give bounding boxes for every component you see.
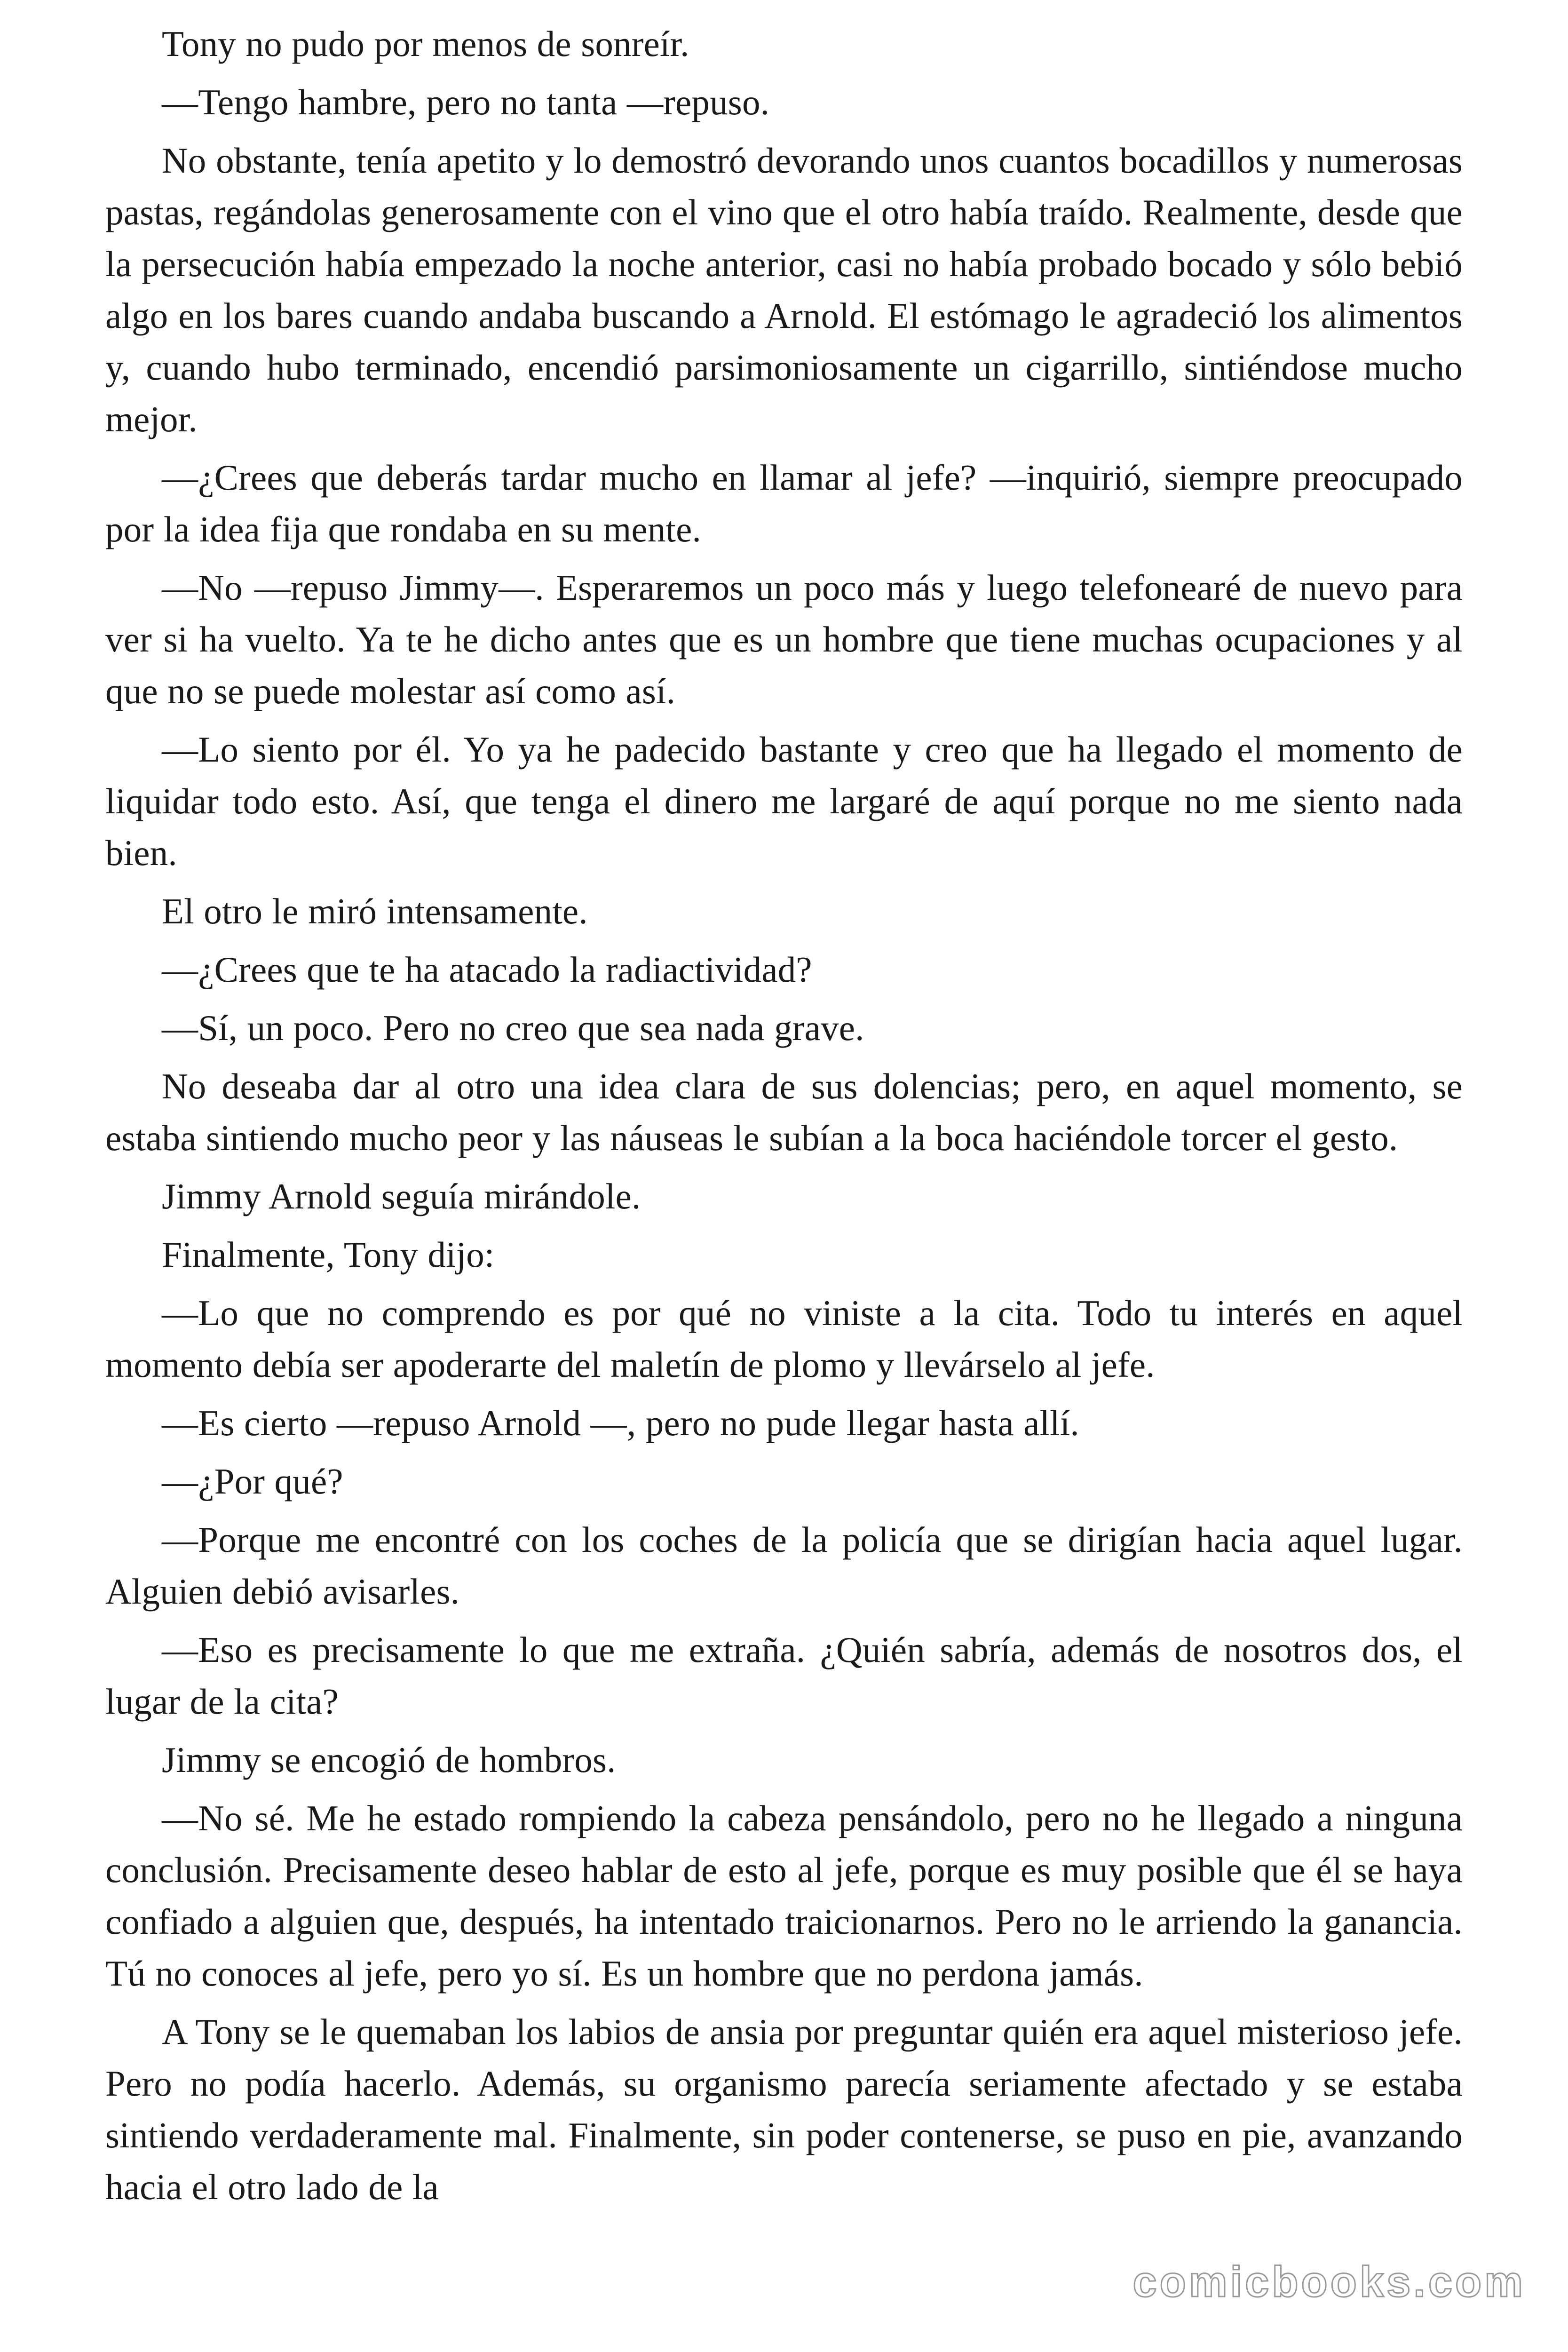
- paragraph-6: —Lo siento por él. Yo ya he padecido bastante y creo que ha llegado el momento de liquidar todo esto. Así, que tenga el dinero me largaré de aquí porque no me siento nada bien.: [105, 729, 1463, 873]
- paragraph-19: —No sé. Me he estado rompiendo la cabeza pensándolo, pero no he llegado a ninguna conclusión. Precisamente deseo hablar de esto al jefe, porque es muy posible que él se haya confiado a alguien que, después, ha intentado traicionarnos. Pero no le arriendo la ganancia. Tú no conoces al jefe, pero yo sí. Es un hombre que no perdona jamás.: [105, 1798, 1463, 1994]
- paragraph-8: —¿Crees que te ha atacado la radiactividad?: [162, 949, 812, 990]
- paragraph-20: A Tony se le quemaban los labios de ansia por preguntar quién era aquel misterioso jefe. Pero no podía hacerlo. Además, su organismo parecía seriamente afectado y se estaba sintiendo verdaderamente mal. Finalmente, sin poder contenerse, se puso en pie, avanzando hacia el otro lado de la: [105, 2011, 1463, 2207]
- paragraph-14: —Es cierto —repuso Arnold —, pero no pude llegar hasta allí.: [162, 1403, 1079, 1443]
- paragraph-5: —No —repuso Jimmy—. Esperaremos un poco más y luego telefonearé de nuevo para ver si ha vuelto. Ya te he dicho antes que es un hombre que tiene muchas ocupaciones y al que no se puede molestar así como así.: [105, 567, 1463, 711]
- paragraph-9: —Sí, un poco. Pero no creo que sea nada grave.: [162, 1008, 864, 1048]
- paragraph-1: Tony no pudo por menos de sonreír.: [162, 24, 689, 64]
- paragraph-13: —Lo que no comprendo es por qué no viniste a la cita. Todo tu interés en aquel momento debía ser apoderarte del maletín de plomo y llevárselo al jefe.: [105, 1293, 1463, 1385]
- paragraph-12: Finalmente, Tony dijo:: [162, 1234, 495, 1275]
- paragraph-16: —Porque me encontré con los coches de la policía que se dirigían hacia aquel lugar. Alguien debió avisarles.: [105, 1519, 1463, 1612]
- paragraph-4: —¿Crees que deberás tardar mucho en llamar al jefe? —inquirió, siempre preocupado por la idea fija que rondaba en su mente.: [105, 457, 1463, 549]
- paragraph-15: —¿Por qué?: [162, 1461, 343, 1502]
- paragraph-11: Jimmy Arnold seguía mirándole.: [162, 1176, 641, 1216]
- paragraph-10: No deseaba dar al otro una idea clara de sus dolencias; pero, en aquel momento, se estaba sintiendo mucho peor y las náuseas le subían a la boca haciéndole torcer el gesto.: [105, 1066, 1463, 1158]
- document-page: [105, 18, 1463, 2219]
- paragraph-7: El otro le miró intensamente.: [162, 891, 588, 931]
- paragraph-2: —Tengo hambre, pero no tanta —repuso.: [162, 82, 770, 122]
- paragraph-18: Jimmy se encogió de hombros.: [162, 1740, 616, 1780]
- paragraph-17: —Eso es precisamente lo que me extraña. ¿Quién sabría, además de nosotros dos, el lugar de la cita?: [105, 1629, 1463, 1722]
- paragraph-3: No obstante, tenía apetito y lo demostró devorando unos cuantos bocadillos y numerosas pastas, regándolas generosamente con el vino que el otro había traído. Realmente, desde que la persecución había empezado la noche anterior, casi no había probado bocado y sólo bebió algo en los bares cuando andaba buscando a Arnold. El estómago le agradeció los alimentos y, cuando hubo terminado, encendió parsimoniosamente un cigarrillo, sintiéndose mucho mejor.: [105, 140, 1463, 439]
- watermark: comicbooks.com: [1128, 2257, 1530, 2307]
